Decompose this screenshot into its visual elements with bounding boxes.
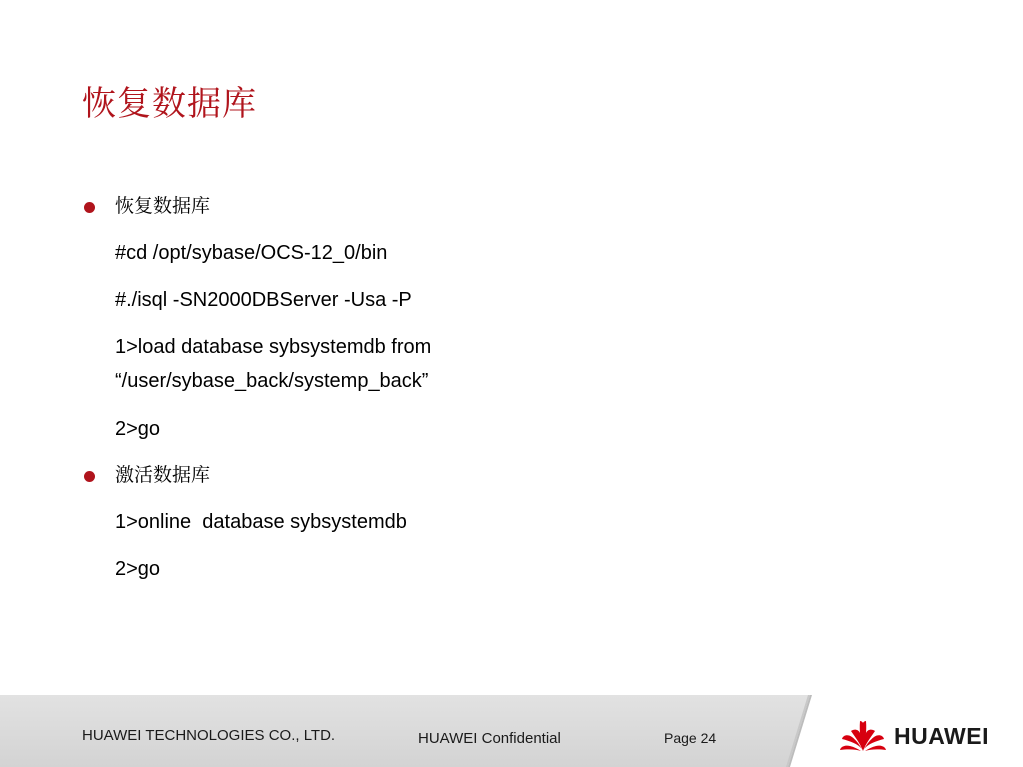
page-title: 恢复数据库 bbox=[82, 84, 257, 124]
section-heading: 恢复数据库 bbox=[115, 195, 211, 217]
huawei-petal-logo-icon bbox=[838, 713, 888, 753]
footer-confidential: HUAWEI Confidential bbox=[418, 730, 561, 747]
section-heading: 激活数据库 bbox=[115, 464, 211, 486]
command-line: 1>load database sybsystemdb from bbox=[115, 336, 432, 358]
command-line: 2>go bbox=[115, 558, 161, 580]
logo-wordmark: HUAWEI bbox=[894, 723, 989, 749]
page-number: Page 24 bbox=[664, 730, 717, 746]
bullet-dot-icon bbox=[84, 202, 95, 213]
command-line: 2>go bbox=[115, 418, 161, 440]
footer-company: HUAWEI TECHNOLOGIES CO., LTD. bbox=[82, 727, 336, 744]
command-line: 1>online database sybsystemdb bbox=[115, 511, 407, 533]
bullet-dot-icon bbox=[84, 471, 95, 482]
command-line: #./isql -SN2000DBServer -Usa -P bbox=[115, 289, 412, 311]
command-line: #cd /opt/sybase/OCS-12_0/bin bbox=[115, 242, 388, 264]
huawei-logo bbox=[838, 713, 998, 753]
command-line: “/user/sybase_back/systemp_back” bbox=[115, 370, 429, 392]
